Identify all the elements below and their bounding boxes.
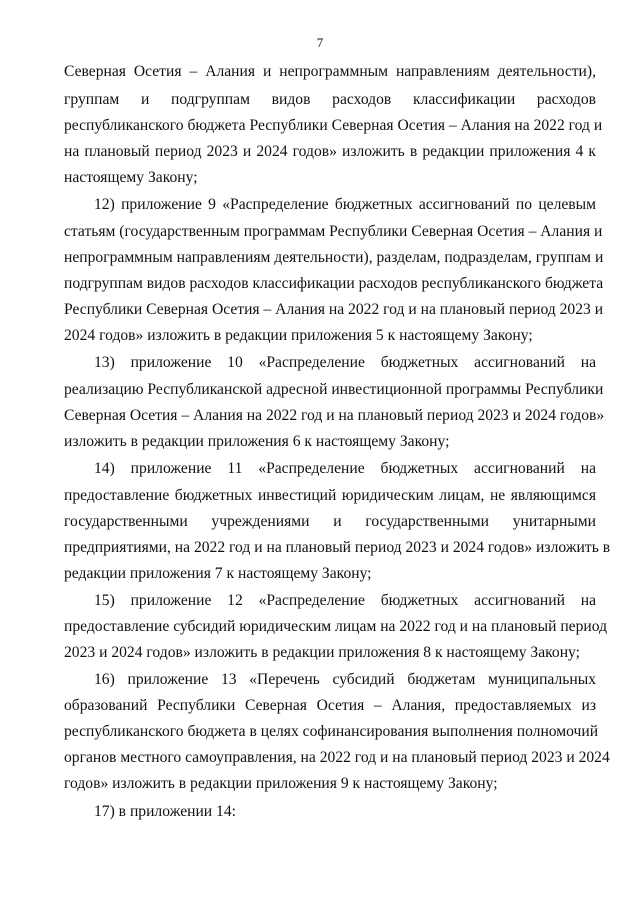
text-line: Северная Осетия – Алания и непрограммным направлениям деятельности), (64, 63, 596, 80)
text-line: подгруппам видов расходов классификации расходов республиканского бюджета (64, 275, 604, 292)
text-line: годов» изложить в редакции приложения 9 к настоящему Закону; (64, 775, 498, 792)
text-line: Северная Осетия – Алания на 2022 год и на плановый период 2023 и 2024 годов» (64, 407, 605, 424)
text-line: 13) приложение 10 «Распределение бюджетных ассигнований на (94, 354, 596, 371)
text-line: непрограммным направлениям деятельности), разделам, подразделам, группам и (64, 249, 604, 266)
text-line: Республики Северная Осетия – Алания на 2022 год и на плановый период 2023 и (64, 301, 604, 318)
text-line: предоставление бюджетных инвестиций юридическим лицам, не являющимся (64, 487, 596, 504)
text-line: настоящему Закону; (64, 169, 198, 186)
text-line: органов местного самоуправления, на 2022 год и на плановый период 2023 и 2024 (64, 749, 610, 766)
text-line: 15) приложение 12 «Распределение бюджетных ассигнований на (94, 592, 596, 609)
text-line: на плановый период 2023 и 2024 годов» изложить в редакции приложения 4 к (64, 143, 596, 160)
text-line: 17) в приложении 14: (94, 803, 236, 820)
text-line: предприятиями, на 2022 год и на плановый период 2023 и 2024 годов» изложить в (64, 539, 611, 556)
text-line: группам и подгруппам видов расходов классификации расходов (64, 91, 596, 108)
text-line: статьям (государственным программам Республики Северная Осетия – Алания и (64, 223, 603, 240)
text-line: редакции приложения 7 к настоящему Закону; (64, 565, 372, 582)
text-line: республиканского бюджета Республики Северная Осетия – Алания на 2022 год и (64, 117, 603, 134)
text-line: государственными учреждениями и государственными унитарными (64, 513, 596, 530)
text-line: реализацию Республиканской адресной инвестиционной программы Республики (64, 381, 604, 398)
text-line: республиканского бюджета в целях софинансирования выполнения полномочий (64, 723, 599, 740)
text-line: 14) приложение 11 «Распределение бюджетных ассигнований на (94, 460, 596, 477)
text-line: 16) приложение 13 «Перечень субсидий бюджетам муниципальных (94, 671, 596, 688)
text-line: образований Республики Северная Осетия – Алания, предоставляемых из (64, 697, 596, 714)
text-line: 12) приложение 9 «Распределение бюджетных ассигнований по целевым (94, 196, 596, 213)
page-number: 7 (316, 35, 324, 50)
text-line: 2024 годов» изложить в редакции приложения 5 к настоящему Закону; (64, 327, 533, 344)
text-line: 2023 и 2024 годов» изложить в редакции приложения 8 к настоящему Закону; (64, 644, 580, 661)
text-line: изложить в редакции приложения 6 к настоящему Закону; (64, 433, 450, 450)
text-line: предоставление субсидий юридическим лицам на 2022 год и на плановый период (64, 618, 608, 635)
